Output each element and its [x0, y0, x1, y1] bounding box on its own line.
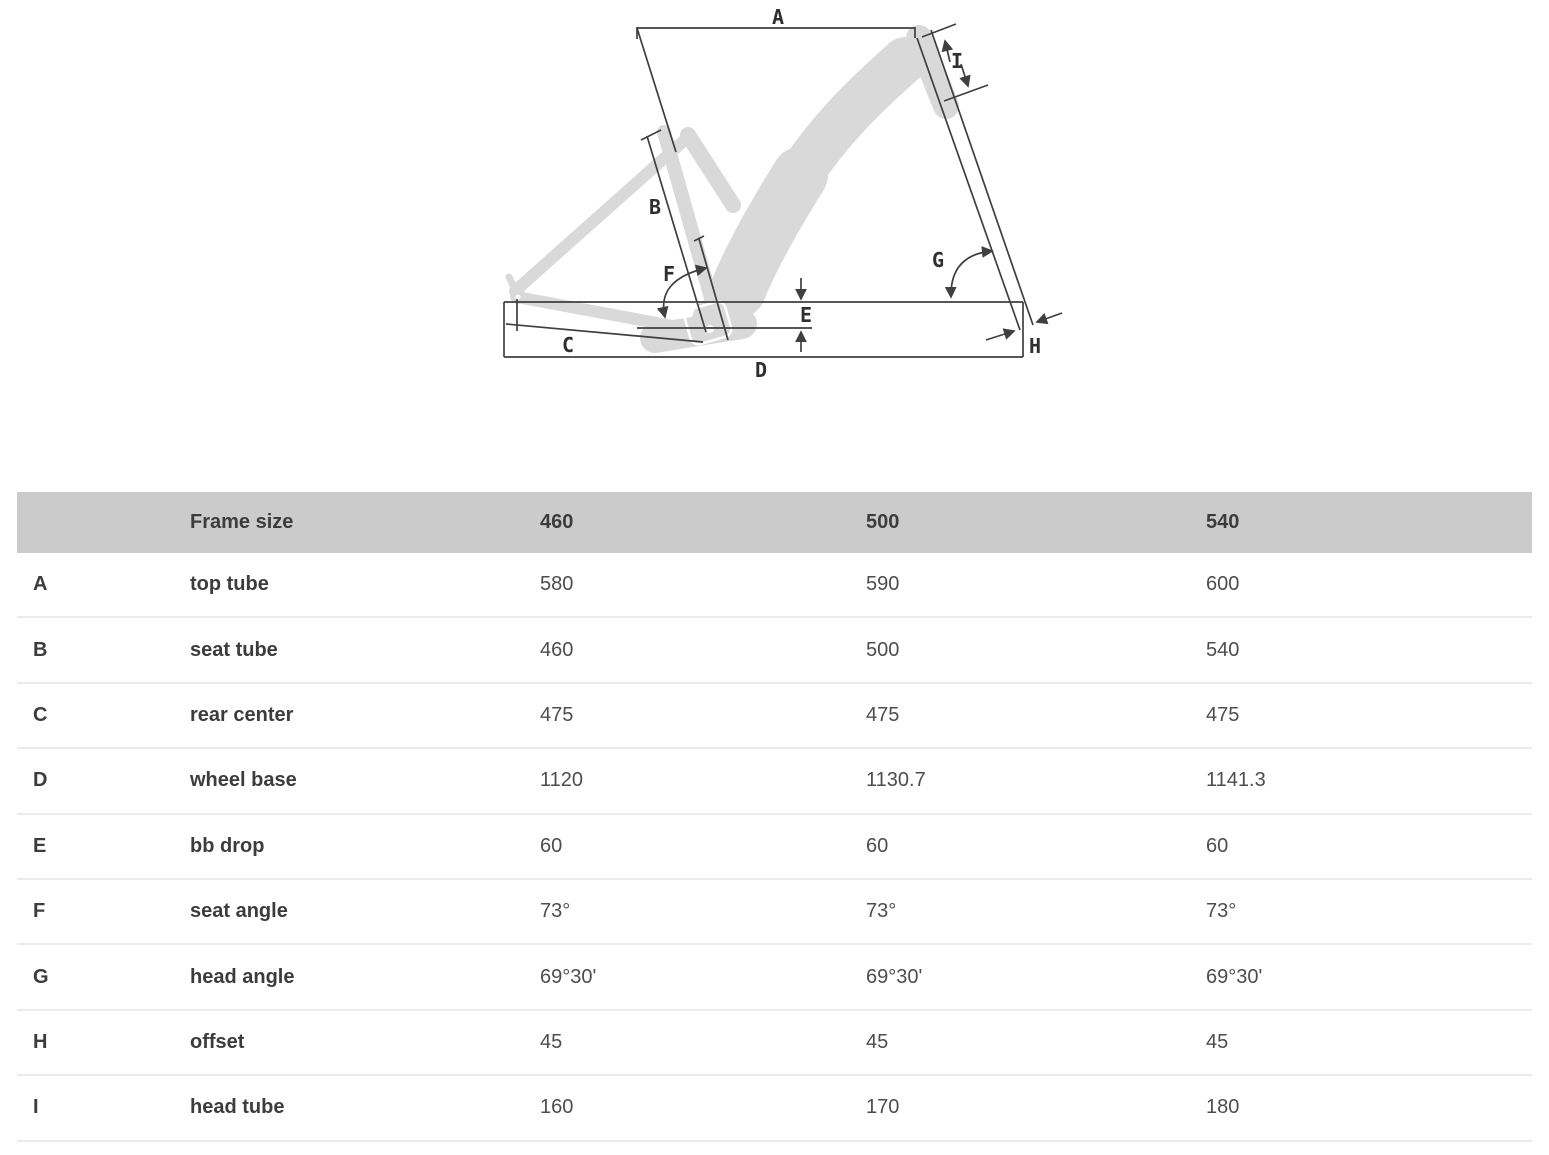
- row-value-540: 540: [1206, 638, 1240, 661]
- row-value-540: 73°: [1206, 900, 1237, 923]
- frame-geometry-svg: [485, 0, 1065, 390]
- row-value-460: 45: [540, 1030, 563, 1053]
- row-name: rear center: [190, 703, 294, 726]
- row-value-460: 1120: [540, 769, 584, 792]
- row-name: head tube: [190, 1096, 285, 1119]
- row-name: seat tube: [190, 638, 278, 661]
- row-name: offset: [190, 1030, 245, 1053]
- row-letter: G: [33, 965, 49, 988]
- table-row-offset: [17, 1011, 1532, 1076]
- stay-junction-silhouette: [688, 135, 733, 205]
- row-value-540: 60: [1206, 834, 1229, 857]
- row-value-500: 500: [866, 638, 900, 661]
- table-row-seat-angle: [17, 880, 1532, 945]
- label-i: I: [950, 49, 964, 73]
- table-row-head-tube: [17, 1076, 1532, 1141]
- i-up-arrow: [945, 41, 950, 62]
- row-name: head angle: [190, 965, 295, 988]
- frame-geometry-diagram: [485, 0, 1065, 390]
- row-value-540: 69°30': [1206, 965, 1263, 988]
- h-left-arrow: [986, 331, 1014, 340]
- row-letter: D: [33, 769, 48, 792]
- row-value-540: 600: [1206, 573, 1240, 596]
- row-name: top tube: [190, 573, 269, 596]
- row-value-500: 60: [866, 834, 889, 857]
- row-value-500: 590: [866, 573, 900, 596]
- label-e: E: [799, 303, 813, 327]
- row-value-500: 475: [866, 703, 900, 726]
- table-row-head-angle: [17, 945, 1532, 1010]
- row-value-460: 580: [540, 573, 574, 596]
- row-value-460: 160: [540, 1096, 574, 1119]
- row-value-460: 460: [540, 638, 574, 661]
- row-value-540: 1141.3: [1206, 769, 1266, 792]
- row-value-540: 45: [1206, 1030, 1229, 1053]
- label-g: G: [931, 248, 945, 272]
- label-a: A: [771, 5, 785, 29]
- row-letter: F: [33, 900, 46, 923]
- header-size-500: 500: [866, 511, 900, 533]
- header-frame-size: Frame size: [190, 511, 294, 533]
- row-value-500: 170: [866, 1096, 900, 1119]
- geometry-table: [17, 492, 1532, 1142]
- table-header-row: [17, 492, 1532, 553]
- row-value-500: 45: [866, 1030, 889, 1053]
- row-value-460: 60: [540, 834, 563, 857]
- bike-frame-silhouette: [509, 38, 946, 342]
- table-row-wheel-base: [17, 749, 1532, 814]
- label-d: D: [754, 358, 768, 382]
- label-h: H: [1028, 334, 1042, 358]
- header-size-460: 460: [540, 511, 574, 533]
- row-name: bb drop: [190, 834, 265, 857]
- label-b: B: [648, 195, 662, 219]
- row-value-460: 69°30': [540, 965, 597, 988]
- row-value-540: 180: [1206, 1096, 1240, 1119]
- table-row-rear-center: [17, 684, 1532, 749]
- row-letter: H: [33, 1030, 48, 1053]
- header-size-540: 540: [1206, 511, 1240, 533]
- row-value-460: 73°: [540, 900, 571, 923]
- row-letter: C: [33, 703, 48, 726]
- row-name: wheel base: [190, 769, 297, 792]
- row-value-460: 475: [540, 703, 574, 726]
- h-right-arrow: [1037, 313, 1062, 322]
- row-letter: A: [33, 573, 48, 596]
- row-value-540: 475: [1206, 703, 1240, 726]
- i-dimension-line: [931, 30, 1033, 325]
- row-letter: B: [33, 638, 48, 661]
- row-letter: E: [33, 834, 47, 857]
- row-value-500: 1130.7: [866, 769, 926, 792]
- g-angle-arc: [951, 251, 992, 297]
- table-row-bb-drop: [17, 815, 1532, 880]
- label-f: F: [662, 262, 676, 286]
- steering-axis-line: [917, 38, 1020, 330]
- label-c: C: [561, 333, 575, 357]
- row-letter: I: [33, 1096, 39, 1119]
- row-name: seat angle: [190, 900, 288, 923]
- table-row-seat-tube: [17, 618, 1532, 683]
- crank-axle-dot: [706, 325, 714, 333]
- table-row-top-tube: [17, 553, 1532, 618]
- rear-axle-dot: [516, 295, 521, 300]
- row-value-500: 73°: [866, 900, 897, 923]
- row-value-500: 69°30': [866, 965, 923, 988]
- seat-axis-upper: [637, 28, 676, 152]
